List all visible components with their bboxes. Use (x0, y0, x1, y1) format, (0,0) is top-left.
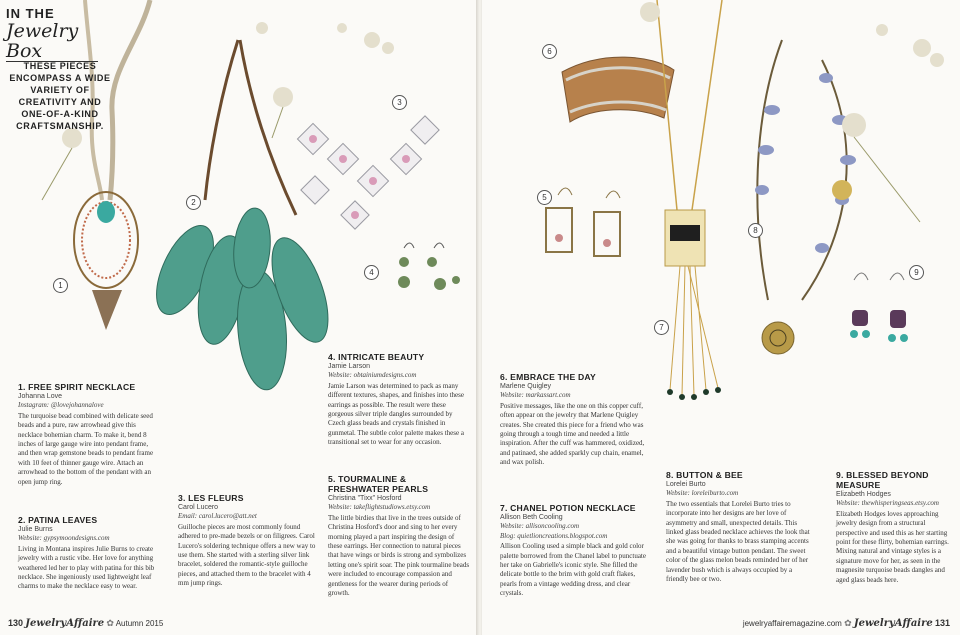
item-website: Website: gypsymoondesigns.com (18, 534, 110, 543)
item-8-block (666, 470, 816, 584)
item-title: 5. TOURMALINE & FRESHWATER PEARLS (328, 474, 429, 494)
item-1-block (18, 382, 158, 487)
item-number-2: 2 (186, 195, 201, 210)
item-designer: Carol Lucero (178, 504, 219, 511)
item-blog: Blog: quietlioncreations.blogspot.com (500, 531, 608, 540)
header-line1: IN THE (6, 6, 55, 21)
item-designer: Julie Burns (18, 526, 53, 533)
item-title: 6. EMBRACE THE DAY (500, 372, 596, 382)
item-website: Instagram: @lovejohannalove (18, 401, 104, 410)
item-number-6: 6 (542, 44, 557, 59)
magazine-brand: JewelryAffaire (853, 618, 933, 629)
item-number-9: 9 (909, 265, 924, 280)
item-number-7: 7 (654, 320, 669, 335)
left-page (0, 0, 478, 635)
page-number: 131 (934, 618, 950, 628)
item-number-3: 3 (392, 95, 407, 110)
item-6-block (500, 372, 650, 468)
item-body: The little birdies that live in the trees outside of Christina Hosford's door and sing to her every morning played a part inspiring the design of these earrings. Her connection to natural pieces that have wings or birds is strong and symbolizes letting one's spirit soar. The pink tourmaline beads were included to encourage compassion and gentleness for the wearer during periods of growth. (328, 513, 470, 598)
flourish-icon: ✿ (844, 618, 852, 628)
item-website: Website: thewhisperingseas.etsy.com (836, 499, 939, 508)
intro-text: THESE PIECES ENCOMPASS A WIDE VARIETY OF CREATIVITY AND ONE-OF-A-KIND CRAFTSMANSHIP. (9, 61, 111, 131)
item-7-block (500, 503, 650, 599)
item-number-4: 4 (364, 265, 379, 280)
item-4-block (328, 352, 470, 448)
item-body: Allison Cooling used a simple black and gold color palette borrowed from the Chanel label to punctuate her take on Gabrielle's iconic style. She filled the delicate bottle to the brim with gold craft flakes, pearls from a vintage wedding dress, and clear crystals. (500, 542, 646, 598)
item-website: Email: carol.lucero@att.net (178, 512, 257, 521)
item-title: 8. BUTTON & BEE (666, 470, 743, 480)
header-line2: Jewelry Box (6, 21, 98, 62)
item-website: Website: obtainiumdesigns.com (328, 371, 417, 380)
item-body: Guilloche pieces are most commonly found adhered to pre-made bezels or on filigrees. Carol Lucero's soldering technique offers a new way to use them. She started with a sterling silver link bracelet, soldered the romantic-style guilloche pieces, and attached them to the bracelet with 4 mm jump rings. (178, 522, 316, 588)
item-3-block (178, 493, 318, 589)
magazine-website: jewelryaffairemagazine.com (742, 619, 842, 628)
item-body: The two essentials that Lorelei Burto tries to incorporate into her designs are her love of asymmetry and small, unexpected details. This linked glass beaded necklace achieves the look that she was going for thanks to brass stamping accents and a beautiful vintage button pendant. The sweet color of the glass melon beads reminded her of her lavender bush which is always occupied by a friendly bee or two. (666, 499, 810, 584)
item-title: 1. FREE SPIRIT NECKLACE (18, 382, 136, 392)
magazine-brand: JewelryAffaire (25, 618, 105, 629)
item-website: Website: loreleiburto.com (666, 489, 739, 498)
item-body: Positive messages, like the one on this copper cuff, often appear on the jewelry that Marlene Quigley creates. She created this piece for a friend who was going through a tough time and needed a little inspiration. After the cuff was hammered, oxidized, and patinaed, she added sparkly cup chain, enamel, and wax polish. (500, 401, 645, 467)
item-body: Living in Montana inspires Julie Burns to create jewelry with a rustic vibe. Her love for anything weathered led her to play with patina for this bib necklace. She ingeniously used lightweight leaf charms to make the necklace easy to wear. (18, 544, 155, 591)
item-title: 7. CHANEL POTION NECKLACE (500, 503, 636, 513)
item-title: 9. BLESSED BEYOND MEASURE (836, 470, 929, 490)
item-body: Jamie Larson was determined to pack as many different textures, shapes, and finishes into these earrings as possible. The result were these gorgeous silver triple dangles surrounded by Czech glass beads and crystals finished in gunmetal. The subtle color palette makes these a transitional set to wear for any occasion. (328, 381, 464, 447)
item-number-1: 1 (53, 278, 68, 293)
item-designer: Allison Beth Cooling (500, 514, 563, 521)
arrowhead (92, 290, 122, 330)
item-designer: Marlene Quigley (500, 383, 551, 390)
item-designer: Jamie Larson (328, 363, 371, 370)
item-number-8: 8 (748, 223, 763, 238)
footer-right (743, 618, 950, 629)
item-designer: Christina "Tixx" Hosford (328, 495, 402, 502)
item-number-5b: 5 (537, 190, 552, 205)
item-website: Website: allisoncooling.com (500, 522, 580, 531)
item-title: 2. PATINA LEAVES (18, 515, 98, 525)
issue-date: Autumn 2015 (115, 619, 164, 628)
item-body: The turquoise bead combined with delicate seed beads and a pure, raw arrowhead give this necklace bohemian charm. To make it, bend 8 inches of large gauge wire into pendant frame, and then wrap gemstone beads to pendant frame with 10 feet of thinner gauge wire. Attach an arrowhead to the bottom of the pendant with an open jump ring. (18, 411, 154, 486)
item-website: Website: takeflightstudiows.etsy.com (328, 503, 431, 512)
item-5-block (328, 474, 470, 598)
item-2-block (18, 515, 158, 592)
page-number: 130 (8, 618, 24, 628)
flourish-icon: ✿ (106, 618, 114, 628)
item-website: Website: markassart.com (500, 391, 571, 400)
item-title: 4. INTRICATE BEAUTY (328, 352, 425, 362)
turquoise-bead (97, 201, 115, 223)
footer-left (8, 618, 163, 629)
item-designer: Johanna Love (18, 393, 62, 400)
section-header (6, 6, 106, 62)
item-body: Elizabeth Hodges loves approaching jewelry design from a structural perspective and used this as her starting point for these flirty, bohemian earrings. Mixing natural and vintage styles is a signature move for her, as seen in the magnesite turquoise beads dangles and aged glass beads here. (836, 509, 949, 584)
item-designer: Elizabeth Hodges (836, 491, 891, 498)
right-page (482, 0, 960, 635)
item-9-block (836, 470, 954, 585)
item-title: 3. LES FLEURS (178, 493, 244, 503)
item-designer: Lorelei Burto (666, 481, 706, 488)
